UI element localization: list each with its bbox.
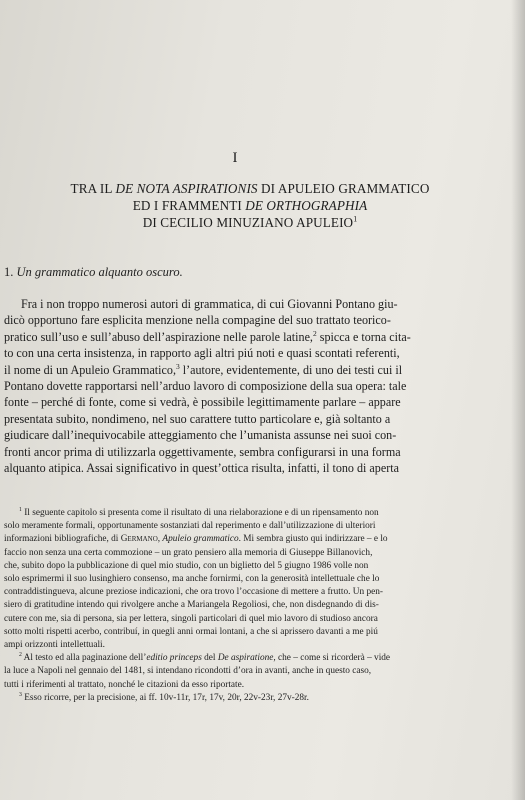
- footnote-1-line: informazioni bibliografiche, di Germano, Apuleio grammatico. Mi sembra giusto qui indirizzare – e lo: [4, 534, 388, 545]
- footnote-2-line: la luce a Napoli nel gennaio del 1481, si intendano ricondotti d’ora in avanti, anche in questo caso,: [4, 666, 372, 677]
- footnote-1-line: cutere con me, sia di persona, sia per lettera, singoli particolari di quel mio lavoro di studioso ancora: [4, 613, 378, 624]
- body-line: giudicare dall’inequivocabile atteggiamento che l’umanista assunse nei suoi con-: [4, 428, 397, 443]
- footnote-1-line: che, subito dopo la pubblicazione di quel mio studio, con un biglietto del 5 giugno 1986 volle non: [4, 560, 369, 571]
- footnote-1-line: ampi orizzonti intellettuali.: [4, 640, 105, 651]
- chapter-title: [40, 180, 460, 231]
- body-line: alquanto atipica. Assai significativo in quest’ottica risulta, infatti, il tono di aperta: [4, 461, 399, 476]
- footnote-ref-1: 1: [353, 214, 358, 224]
- chapter-title-line-2: ED I FRAMMENTI DE ORTHOGRAPHIA: [132, 198, 368, 213]
- footnote-ref-3: 3: [175, 361, 180, 371]
- footnote-1-line: solo esprimermi il suo lusinghiero consenso, ma anche fornirmi, con la generosità intellettuale che lo: [4, 574, 380, 585]
- body-line: Fra i non troppo numerosi autori di grammatica, di cui Giovanni Pontano giu-: [21, 297, 398, 311]
- footnote-mark-2: 2: [19, 652, 22, 659]
- chapter-title-line-1: TRA IL DE NOTA ASPIRATIONIS DI APULEIO GRAMMATICO: [70, 181, 430, 196]
- footnote-3-line: $^3$ Esso ricorre, per la precisione, ai ff. 10v-11r, 17r, 17v, 20r, 22v-23r, 27v-28r.: [19, 691, 309, 703]
- page-edge-shadow: [511, 0, 525, 800]
- body-line: fonte – perché di fonte, come si vedrà, è possibile legittimamente parlare – appare: [4, 395, 401, 410]
- footnote-1-line: siero di gratitudine intendo qui rivolgere anche a Mariangela Regoliosi, che, non disdegnando di dis-: [4, 600, 379, 611]
- footnote-1-line: faccio non senza una certa commozione – un grato pensiero alla memoria di Giuseppe Billanovich,: [4, 547, 373, 558]
- footnote-1-line: sotto molti rispetti acerbo, contribuí, in quegli anni ormai lontani, a che si aprissero davanti a me piú: [4, 626, 378, 637]
- footnote-2-line: tutti i riferimenti al trattato, nonché le citazioni da esso riportate.: [4, 679, 245, 690]
- body-line: pratico sull’uso e sull’abuso dell’aspirazione nelle parole latine,$^2$ spicca e torna cita-: [4, 328, 411, 344]
- body-line: fronti ancor prima di utilizzarla oggettivamente, sembra configurarsi in una forma: [4, 444, 401, 459]
- section-title: Un grammatico alquanto oscuro.: [16, 265, 183, 279]
- body-line: to con una certa insistenza, in rapporto agli altri piú noti e quasi scontati referenti,: [4, 346, 400, 361]
- footnote-ref-2: 2: [312, 328, 317, 338]
- footnote-1-line: contraddistingueva, alcune preziose indicazioni, che ora trovo l’occasione di mettere a frutto. Un pen-: [4, 587, 383, 598]
- footnote-mark-3: 3: [19, 691, 22, 698]
- chapter-number: I: [232, 150, 238, 166]
- body-line: presentata subito, nondimeno, nel suo carattere tutto particolare e, già soltanto a: [4, 411, 391, 426]
- footnote-1-line: $^1$ Il seguente capitolo si presenta come il risultato di una rielaborazione e di un ripensamento non: [19, 507, 379, 518]
- section-heading: [4, 265, 464, 280]
- footnote-mark-1: 1: [19, 507, 22, 513]
- chapter-title-line-3: DI CECILIO MINUZIANO APULEIO$^1$: [142, 214, 358, 230]
- body-line: Pontano dovette rapportarsi nell’arduo lavoro di composizione della sua opera: tale: [4, 379, 407, 394]
- footnote-2-line: $^2$ Al testo ed alla paginazione dell’editio princeps del De aspiratione, che – come si ricorderà – vide: [19, 652, 391, 664]
- body-line: dicò opportuno fare esplicita menzione nella compagine del suo trattato teorico-: [4, 313, 391, 328]
- body-line: il nome di un Apuleio Grammatico,$^3$ l’autore, evidentemente, di uno dei testi cui il: [4, 361, 403, 377]
- footnotes: [4, 507, 476, 705]
- body-paragraph: [4, 296, 475, 476]
- section-number: 1.: [4, 265, 14, 279]
- footnote-1-line: solo meramente formali, opportunamente sostanziati dal reperimento e dall’utilizzazione di ulteriori: [4, 521, 376, 532]
